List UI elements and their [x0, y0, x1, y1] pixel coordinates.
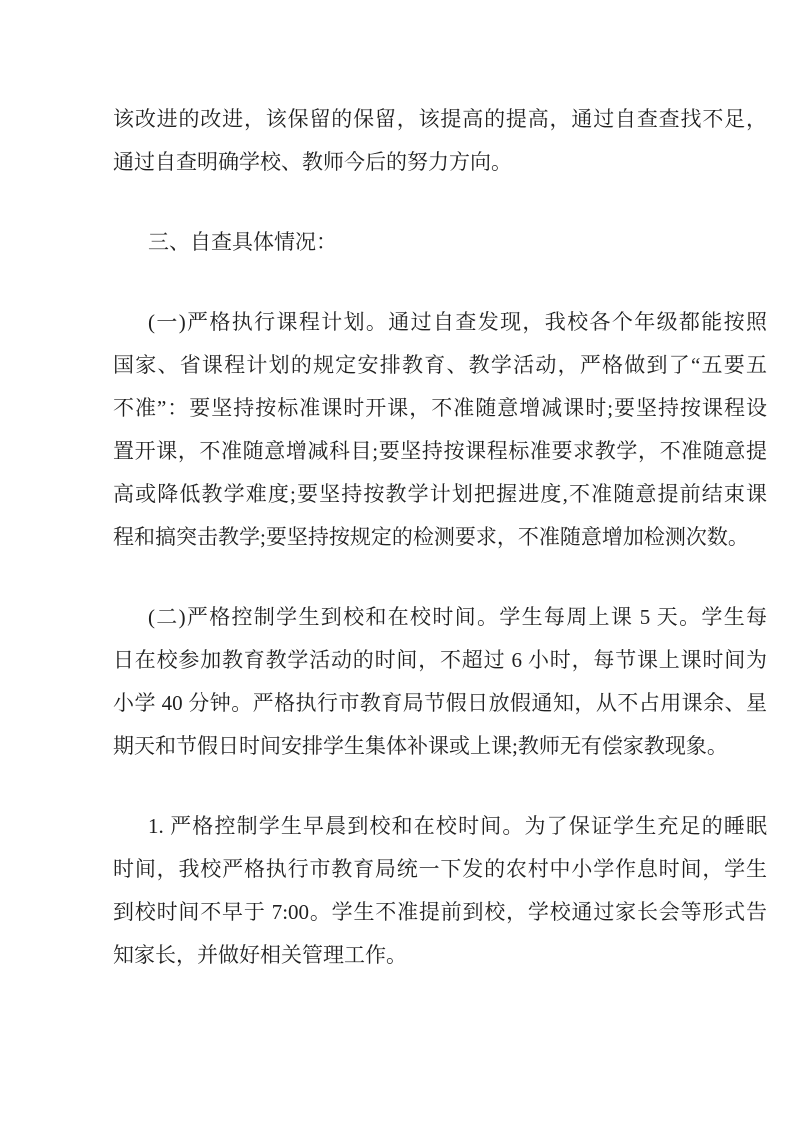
text-line: 到校时间不早于 7:00。学生不准提前到校，学校通过家长会等形式告 [113, 900, 767, 924]
text-line: 置开课，不准随意增减科目;要坚持按课程标准要求教学，不准随意提 [113, 439, 767, 463]
paragraph [113, 596, 767, 768]
paragraph [113, 301, 767, 559]
text-line: 程和搞突击教学;要坚持按规定的检测要求，不准随意增加检测次数。 [113, 525, 749, 549]
text-line: 日在校参加教育教学活动的时间，不超过 6 小时，每节课上课时间为 [113, 648, 767, 672]
text-line: 该改进的改进，该保留的保留，该提高的提高，通过自查查找不足， [113, 107, 767, 131]
text-line: (二)严格控制学生到校和在校时间。学生每周上课 5 天。学生每 [148, 605, 767, 629]
document-body [113, 98, 767, 977]
text-line: (一)严格执行课程计划。通过自查发现，我校各个年级都能按照 [148, 310, 767, 334]
text-line: 三、自查具体情况： [148, 230, 337, 254]
paragraph [113, 805, 767, 977]
text-line: 知家长，并做好相关管理工作。 [113, 943, 407, 967]
text-line: 国家、省课程计划的规定安排教育、教学活动，严格做到了“五要五 [113, 353, 767, 377]
text-line: 时间，我校严格执行市教育局统一下发的农村中小学作息时间，学生 [113, 857, 767, 881]
text-line: 高或降低教学难度;要坚持按教学计划把握进度,不准随意提前结束课 [113, 482, 767, 506]
paragraph [113, 221, 767, 264]
text-line: 小学 40 分钟。严格执行市教育局节假日放假通知，从不占用课余、星 [113, 691, 767, 715]
text-line: 不准”：要坚持按标准课时开课，不准随意增减课时;要坚持按课程设 [113, 396, 767, 420]
paragraph [113, 98, 767, 184]
text-line: 通过自查明确学校、教师今后的努力方向。 [113, 150, 512, 174]
text-line: 期天和节假日时间安排学生集体补课或上课;教师无有偿家教现象。 [113, 734, 728, 758]
text-line: 1. 严格控制学生早晨到校和在校时间。为了保证学生充足的睡眠 [148, 814, 767, 838]
